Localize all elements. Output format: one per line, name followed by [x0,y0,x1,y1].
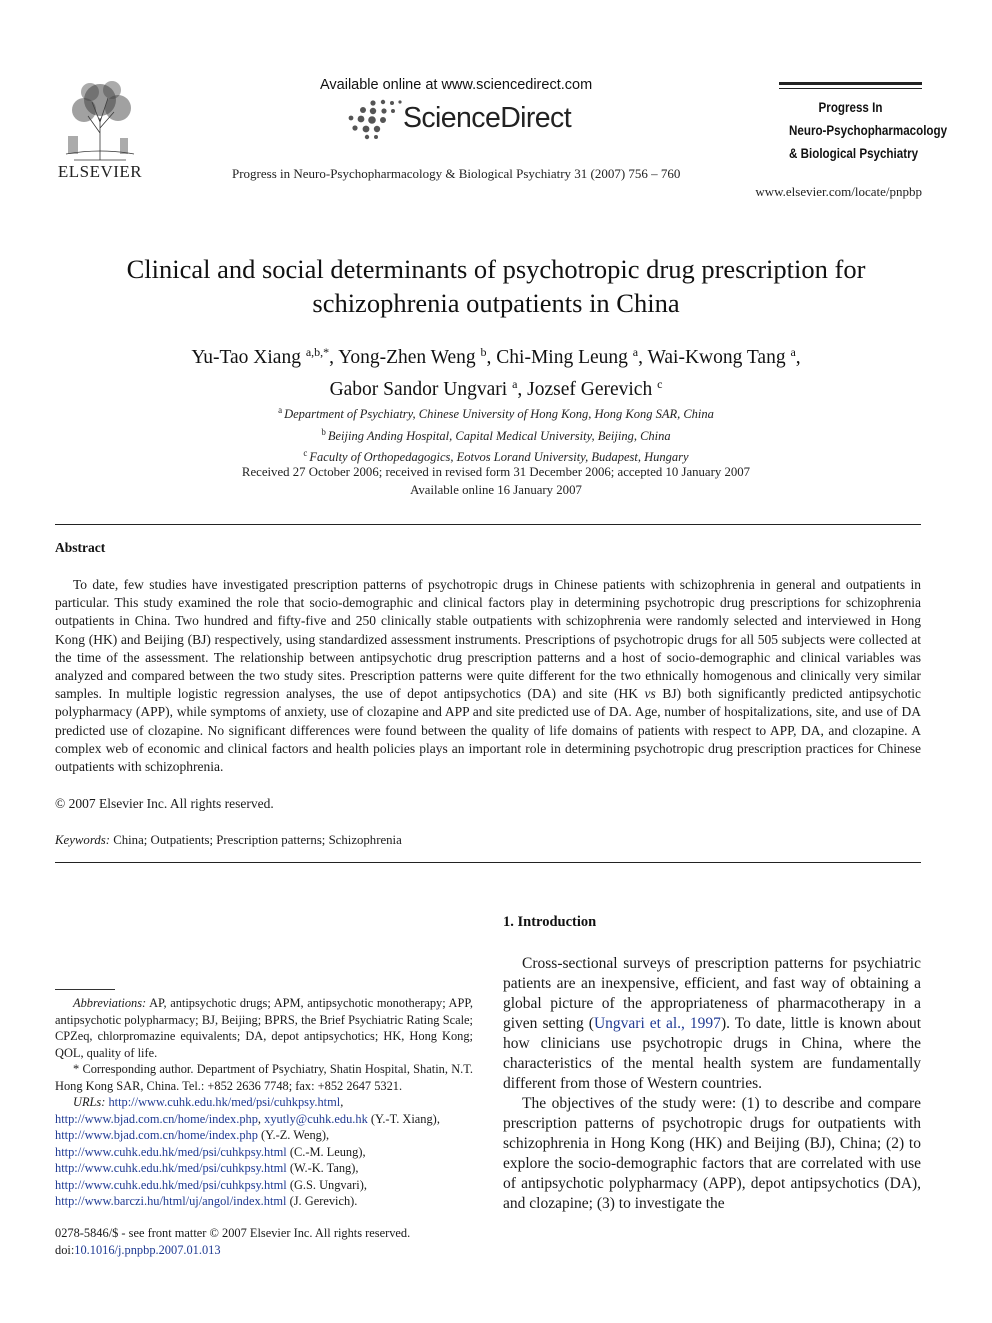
available-online-text: Available online at www.sciencedirect.com [320,77,593,93]
elsevier-wordmark: ELSEVIER [57,162,143,181]
affiliation-c: $^c$ Faculty of Orthopedagogics, Eotvos Lorand University, Budapest, Hungary [303,448,689,464]
divider-bottom [55,862,921,863]
journal-logo-line-3: & Biological Psychiatry [789,146,919,161]
author-list [60,339,932,403]
url-link[interactable]: http://www.cuhk.edu.hk/med/psi/cuhkpsy.html [55,1144,287,1159]
abstract-body: To date, few studies have investigated prescription patterns of psychotropic drugs in Chinese patients with schizophrenia in general and outpatients in particular. This study examined the role that socio-demographic and clinical factors play in determining psychotropic drug prescriptions for schizophrenia outpatients in China. Two hundred and fifty-five and 250 clinically stable outpatients with schizophrenia were randomly selected and interviewed in Hong Kong (HK) and Beijing (BJ) respectively, using standardized assessment instruments. Prescriptions of psychotropic drugs for all 505 subjects were collected at the time of the assessment. The relationship between antipsychotic drug prescription patterns and a host of socio-demographic and clinical variables was analyzed and compared between the two study sites. Prescription patterns were quite different for the two ethnically homogenous and clinically very similar samples. In multiple logistic regression analyses, the use of depot antipsychotics (DA) and site (HK vs BJ) both significantly predicted antipsychotic polypharmacy (APP), while symptoms of anxiety, use of clozapine and APP and site predicted use of DA. Age, number of hospitalizations, site, and use of DA predicted use of clozapine. No significant differences were found between the quality of life domains of patients with respect to APP, DA, and clozapine. A complex web of economic and clinical factors and health policies plays an important role in determining psychotropic drug prescription practices for Chinese outpatients with schizophrenia. [55,577,922,775]
journal-logo-line-2: Neuro-Psychopharmacology [789,123,948,138]
author-name[interactable]: Gabor Sandor Ungvari [329,379,508,400]
journal-url[interactable]: www.elsevier.com/locate/pnpbp [755,184,922,199]
article-dates [60,463,932,499]
intro-paragraph-2: The objectives of the study were: (1) to describe and compare prescription patterns of psychotropic drugs for outpatients with schizophrenia in Hong Kong (HK) and Beijing (BJ), China; (2) to explore the socio-demographic factors that are correlated with use of antipsychotic polypharmacy (APP), depot antipsychotics (DA), and clozapine; (3) to investigate the [503,1095,921,1212]
issn-doi [55,1225,475,1258]
author-affil-marker[interactable]: b [480,345,487,359]
doi-line: doi:10.1016/j.pnpbp.2007.01.013 [55,1242,221,1257]
url-link[interactable]: http://www.bjad.com.cn/home/index.php [55,1111,258,1126]
urls-footnote-cont: http://www.bjad.com.cn/home/index.php, xyutly@cuhk.edu.hk (Y.-T. Xiang), [55,1111,440,1126]
affiliation-a: $^a$ Department of Psychiatry, Chinese University of Hong Kong, Hong Kong SAR, China [278,405,714,421]
journal-logo-title [789,96,948,165]
journal-logo-rule-top [779,82,922,85]
author-affil-marker[interactable]: a [632,345,639,359]
keywords-label: Keywords: [55,833,110,847]
url-line: http://www.bjad.com.cn/home/index.php (Y.-Z. Weng), [55,1128,330,1142]
footnote-rule [55,989,115,990]
author-affil-marker[interactable]: a [790,345,796,359]
author-affil-marker[interactable]: a [512,377,518,391]
journal-reference: Progress in Neuro-Psychopharmacology & Biological Psychiatry 31 (2007) 756 – 760 [232,166,681,181]
elsevier-tree-icon [60,78,140,162]
url-line: http://www.cuhk.edu.hk/med/psi/cuhkpsy.html (C.-M. Leung), [55,1144,366,1159]
url-link[interactable]: http://www.cuhk.edu.hk/med/psi/cuhkpsy.html [108,1095,341,1109]
author-name[interactable]: Yong-Zhen Weng [338,347,476,368]
abbreviations-footnote: Abbreviations: AP, antipsychotic drugs; APM, antipsychotic monotherapy; APP, antipsychotic polypharmacy; BJ, Beijing; BPRS, the Brief Psychiatric Rating Scale; CPZeq, chlorpromazine equivalents; DA, depot antipsychotics; HK, Hong Kong; QOL, quality of life. [55,996,473,1060]
available-online-date: Available online 16 January 2007 [410,483,582,497]
introduction-body [503,954,921,1214]
url-link[interactable]: http://www.cuhk.edu.hk/med/psi/cuhkpsy.html [55,1161,287,1175]
url-line: http://www.cuhk.edu.hk/med/psi/cuhkpsy.html (G.S. Ungvari), [55,1177,367,1192]
keywords [55,833,402,848]
journal-logo-rule-mid [779,88,922,89]
keywords-list: China; Outpatients; Prescription patterns; Schizophrenia [113,833,402,847]
introduction-heading: 1. Introduction [503,914,597,930]
url-line: http://www.cuhk.edu.hk/med/psi/cuhkpsy.html (W.-K. Tang), [55,1161,359,1175]
author-name[interactable]: Wai-Kwong Tang [647,347,786,368]
paper-title: Clinical and social determinants of psychotropic drug prescription for schizophrenia outpatients in China [126,254,866,318]
affiliation-b: $^b$ Beijing Anding Hospital, Capital Medical University, Beijing, China [321,426,671,443]
sciencedirect-wordmark: ScienceDirect [403,102,572,134]
divider-top [55,524,921,525]
author-name[interactable]: Yu-Tao Xiang [191,347,301,368]
email-link[interactable]: xyutly@cuhk.edu.hk [264,1111,368,1126]
corresponding-author-footnote: * Corresponding author. Department of Psychiatry, Shatin Hospital, Shatin, N.T. Hong Kong SAR, China. Tel.: +852 2636 7748; fax: +852 2647 5321. [55,1062,473,1093]
author-affil-marker[interactable]: a,b,* [305,345,330,359]
copyright-notice: © 2007 Elsevier Inc. All rights reserved. [55,796,274,811]
intro-paragraph-1: Cross-sectional surveys of prescription patterns for psychiatric patients are an inexpensive, efficient, and fast way of obtaining a global picture of the appropriateness of pharmacotherapy in a given setting (Ungvari et al., 1997). To date, little is known about how clinicians use psychotropic drugs in China, where the characteristics of the mental health system are fundamentally different from those of Western countries. [503,955,921,1092]
author-line-2: Gabor Sandor Ungvari $^a$, Jozsef Gerevich $^c$ [329,377,663,400]
elsevier-logo [52,78,148,184]
author-name[interactable]: Jozsef Gerevich [527,379,653,400]
url-link[interactable]: http://www.bjad.com.cn/home/index.php [55,1128,258,1142]
journal-logo [779,82,948,168]
author-line-1: Yu-Tao Xiang $^{a,b,*}$, Yong-Zhen Weng $^b$, Chi-Ming Leung $^a$, Wai-Kwong Tang $^a$, [191,345,801,368]
journal-logo-line-1: Progress In [818,100,883,115]
issn-line: 0278-5846/$ - see front matter © 2007 Elsevier Inc. All rights reserved. [55,1226,411,1240]
author-name[interactable]: Chi-Ming Leung [496,347,628,368]
url-link[interactable]: http://www.cuhk.edu.hk/med/psi/cuhkpsy.html [55,1177,287,1192]
doi-link[interactable]: 10.1016/j.pnpbp.2007.01.013 [74,1242,221,1257]
sciencedirect-logo [345,98,585,144]
citation-link[interactable]: Ungvari et al., 1997 [593,1015,721,1032]
footnotes [55,995,473,1210]
author-affil-marker[interactable]: c [657,377,663,391]
abstract-heading: Abstract [55,540,106,555]
url-link[interactable]: http://www.barczi.hu/html/uj/angol/index.html [55,1194,287,1208]
received-dates: Received 27 October 2006; received in revised form 31 December 2006; accepted 10 January 2007 [241,465,751,479]
url-line: http://www.barczi.hu/html/uj/angol/index.html (J. Gerevich). [55,1194,358,1208]
affiliations [60,402,932,467]
urls-footnote: URLs: http://www.cuhk.edu.hk/med/psi/cuhkpsy.html, [73,1095,344,1109]
sciencedirect-dots-icon [345,98,405,140]
